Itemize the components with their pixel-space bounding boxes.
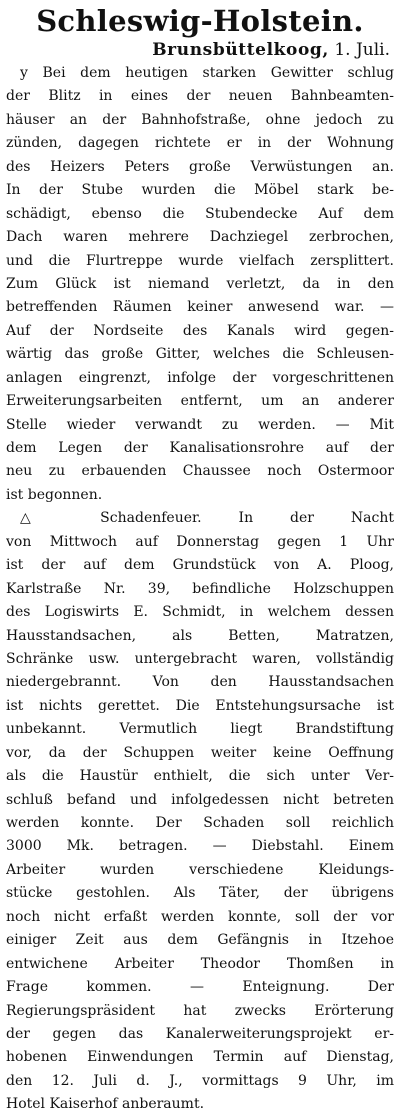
text-line: unbekannt. Vermutlich liegt Brandstiftung: [6, 721, 394, 738]
text-line: ist der auf dem Grundstück von A. Ploog,: [6, 557, 394, 574]
text-line: einiger Zeit aus dem Gefängnis in Itzehoe: [6, 932, 394, 949]
text-line: entwichene Arbeiter Theodor Thomßen in: [6, 955, 394, 972]
text-line: schädigt, ebenso die Stubendecke Auf dem: [6, 205, 394, 222]
text-line: und die Flurtreppe wurde vielfach zersplittert.: [6, 252, 394, 269]
text-line: vor, da der Schuppen weiter keine Oeffnung: [6, 744, 394, 761]
text-line: wärtig das große Gitter, welches die Schleusen-: [6, 346, 394, 363]
text-line: des Heizers Peters große Verwüstungen an.: [6, 158, 394, 175]
text-line: schluß befand und infolgedessen nicht betreten: [6, 791, 394, 808]
text-line: ist begonnen.: [6, 486, 103, 503]
text-line: Zum Glück ist niemand verletzt, da in den: [6, 275, 394, 292]
text-line: Dach waren mehrere Dachziegel zerbrochen,: [6, 229, 394, 246]
text-line: Schränke usw. untergebracht waren, vollständig: [6, 650, 394, 667]
text-line: Regierungspräsident hat zwecks Erörterung: [6, 1002, 394, 1019]
text-line: Karlstraße Nr. 39, befindliche Holzschuppen: [6, 580, 394, 597]
text-line: niedergebrannt. Von den Hausstandsachen: [6, 674, 394, 691]
text-line: neu zu erbauenden Chaussee noch Ostermoor: [6, 463, 394, 480]
text-line: anlagen eingrenzt, infolge der vorgeschrittenen: [6, 369, 394, 386]
article-body: [6, 62, 394, 1117]
text-line: dem Legen der Kanalisationsrohre auf der: [6, 440, 394, 456]
text-line: 3000 Mk. betragen. — Diebstahl. Einem: [6, 838, 394, 855]
dateline-place: Brunsbüttelkoog,: [152, 40, 329, 60]
text-line: noch nicht erfaßt werden konnte, soll der vor: [6, 908, 394, 925]
text-line: Hotel Kaiserhof anberaumt.: [6, 1096, 205, 1113]
text-line: der Blitz in eines der neuen Bahnbeamten-: [6, 88, 394, 105]
text-line: ist nichts gerettet. Die Entstehungsursache ist: [6, 697, 394, 714]
text-line: Hausstandsachen, als Betten, Matratzen,: [6, 627, 394, 644]
text-line: △ Schadenfeuer. In der Nacht: [20, 510, 394, 527]
text-line: werden konnte. Der Schaden soll reichlich: [6, 815, 394, 831]
text-line: Arbeiter wurden verschiedene Kleidungs-: [6, 861, 394, 878]
dateline: [6, 39, 394, 62]
text-line: des Logiswirts E. Schmidt, in welchem dessen: [6, 604, 394, 621]
text-line: hobenen Einwendungen Termin auf Dienstag,: [6, 1049, 394, 1066]
text-line: Frage kommen. — Enteignung. Der: [6, 979, 394, 996]
text-line: den 12. Juli d. J., vormittags 9 Uhr, im: [6, 1072, 394, 1089]
text-line: betreffenden Räumen keiner anwesend war. —: [6, 299, 394, 316]
text-line: Stelle wieder verwandt zu werden. — Mit: [6, 416, 394, 433]
text-line: als die Haustür enthielt, die sich unter Ver-: [6, 768, 394, 785]
text-line: der gegen das Kanalerweiterungsprojekt er-: [6, 1025, 394, 1042]
section-headline: Schleswig-Holstein.: [36, 4, 364, 38]
text-line: Erweiterungsarbeiten entfernt, um an anderer: [6, 393, 394, 410]
text-line: y Bei dem heutigen starken Gewitter schlug: [20, 65, 394, 81]
text-line: Auf der Nordseite des Kanals wird gegen-: [6, 322, 394, 339]
text-line: In der Stube wurden die Möbel stark be-: [6, 182, 394, 199]
dateline-date: 1. Juli.: [334, 40, 390, 60]
text-line: stücke gestohlen. Als Täter, der übrigens: [6, 885, 394, 902]
text-line: zünden, dagegen richtete er in der Wohnung: [6, 135, 394, 152]
text-line: häuser an der Bahnhofstraße, ohne jedoch zu: [6, 111, 394, 128]
text-line: von Mittwoch auf Donnerstag gegen 1 Uhr: [6, 533, 394, 550]
